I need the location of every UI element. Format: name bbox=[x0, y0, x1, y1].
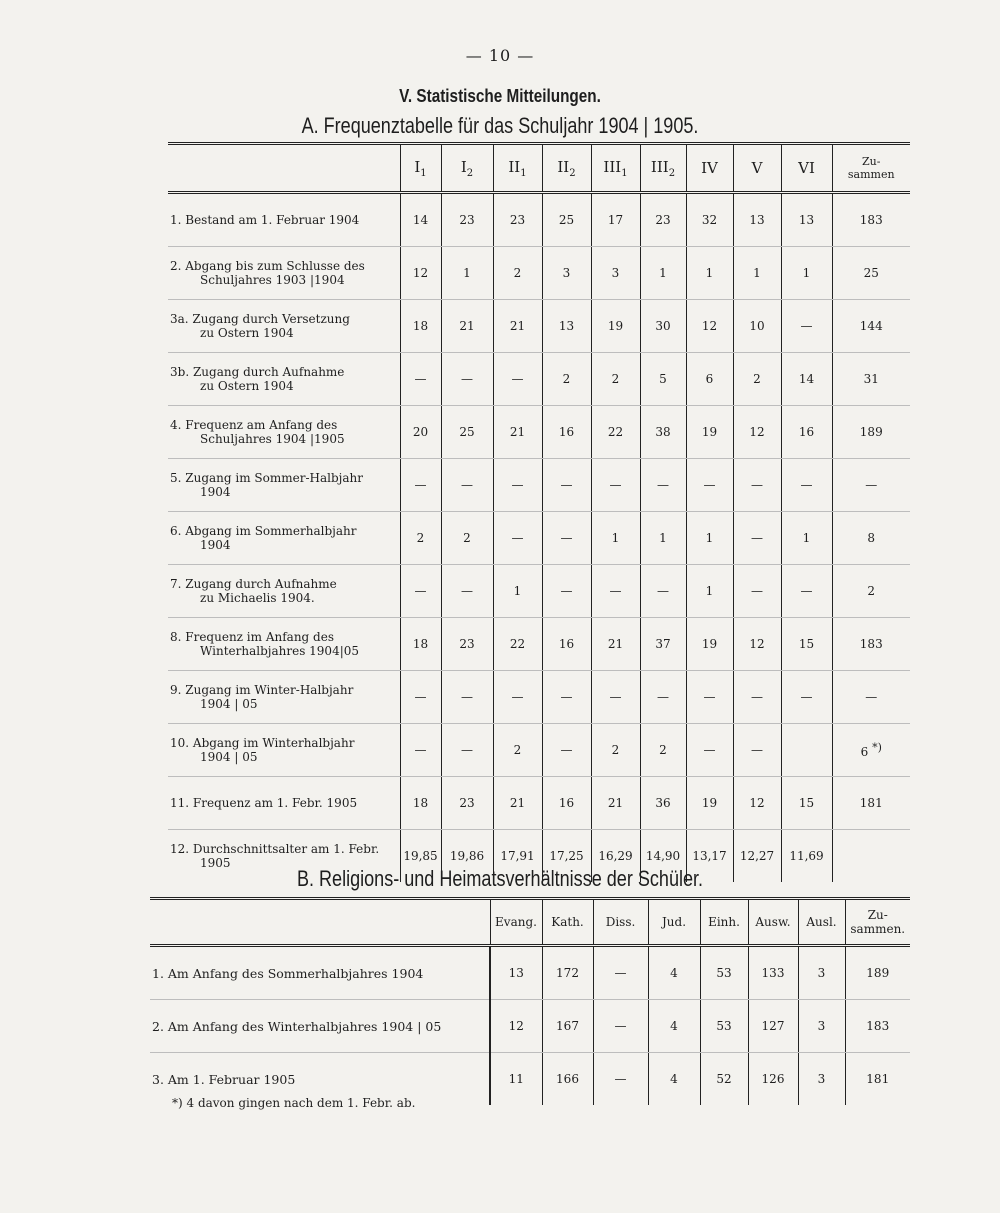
table-cell: — bbox=[493, 512, 542, 565]
table-cell: — bbox=[493, 353, 542, 406]
b-col-header: Ausl. bbox=[798, 899, 845, 946]
table-cell: 5 bbox=[640, 353, 686, 406]
table-cell: 21 bbox=[493, 406, 542, 459]
table-cell: 15 bbox=[781, 777, 832, 830]
table-cell: 12,27 bbox=[733, 830, 781, 883]
table-cell: 144 bbox=[832, 300, 910, 353]
table-cell: 166 bbox=[542, 1053, 593, 1106]
table-cell: 22 bbox=[493, 618, 542, 671]
table-cell: 4 bbox=[648, 946, 700, 1000]
table-cell: 133 bbox=[748, 946, 798, 1000]
table-cell: 18 bbox=[400, 300, 441, 353]
table-cell: 21 bbox=[441, 300, 493, 353]
table-cell: — bbox=[640, 565, 686, 618]
b-col-header: Diss. bbox=[593, 899, 648, 946]
table-cell: 19,85 bbox=[400, 830, 441, 883]
table-cell: 36 bbox=[640, 777, 686, 830]
table-cell: — bbox=[733, 512, 781, 565]
row-label: 8. Frequenz im Anfang des Winterhalbjahres 1904|05 bbox=[168, 618, 400, 671]
a-col-header: $III_2$ bbox=[640, 144, 686, 193]
table-cell: 1 bbox=[733, 247, 781, 300]
table-cell: 14,90 bbox=[640, 830, 686, 883]
table-row bbox=[168, 406, 910, 459]
table-cell: 19 bbox=[591, 300, 640, 353]
table-cell: — bbox=[686, 459, 733, 512]
table-cell: 167 bbox=[542, 1000, 593, 1053]
table-cell: — bbox=[781, 459, 832, 512]
table-cell: 38 bbox=[640, 406, 686, 459]
header-corner bbox=[168, 144, 400, 193]
table-cell: 16 bbox=[542, 777, 591, 830]
table-cell: — bbox=[593, 946, 648, 1000]
table-cell: 1 bbox=[591, 512, 640, 565]
table-cell: 183 bbox=[845, 1000, 910, 1053]
table-cell: 11,69 bbox=[781, 830, 832, 883]
table-cell: 189 bbox=[845, 946, 910, 1000]
table-cell: — bbox=[686, 724, 733, 777]
table-cell: — bbox=[493, 459, 542, 512]
table-cell: 21 bbox=[493, 300, 542, 353]
b-col-header: Evang. bbox=[490, 899, 542, 946]
table-cell: 25 bbox=[441, 406, 493, 459]
table-cell: 1 bbox=[640, 247, 686, 300]
table-row bbox=[168, 193, 910, 247]
table-cell: 18 bbox=[400, 618, 441, 671]
table-cell: 18 bbox=[400, 777, 441, 830]
religion-table bbox=[150, 897, 910, 1105]
row-label: 3a. Zugang durch Versetzung zu Ostern 1904 bbox=[168, 300, 400, 353]
table-row bbox=[168, 671, 910, 724]
page-number: — 10 — bbox=[465, 46, 535, 65]
table-row bbox=[168, 512, 910, 565]
table-cell: 23 bbox=[493, 193, 542, 247]
table-cell: 1 bbox=[640, 512, 686, 565]
row-label: 3b. Zugang durch Aufnahme zu Ostern 1904 bbox=[168, 353, 400, 406]
table-cell: 2 bbox=[493, 724, 542, 777]
table-row bbox=[150, 1000, 910, 1053]
table-cell: 17,25 bbox=[542, 830, 591, 883]
table-cell: 126 bbox=[748, 1053, 798, 1106]
table-cell: 2 bbox=[493, 247, 542, 300]
table-cell: 23 bbox=[640, 193, 686, 247]
table-cell: — bbox=[733, 565, 781, 618]
table-cell: — bbox=[591, 565, 640, 618]
table-b-title: B. Religions- und Heimatsverhältnisse der Schüler. bbox=[296, 866, 704, 891]
table-a-title: A. Frequenztabelle für das Schuljahr 1904 | 1905. bbox=[301, 113, 699, 138]
table-cell: — bbox=[400, 671, 441, 724]
table-cell: 6 bbox=[686, 353, 733, 406]
table-cell: 12 bbox=[400, 247, 441, 300]
table-cell: 25 bbox=[832, 247, 910, 300]
table-cell: — bbox=[441, 724, 493, 777]
table-cell: 21 bbox=[591, 777, 640, 830]
table-cell: 1 bbox=[686, 512, 733, 565]
b-col-header: Einh. bbox=[700, 899, 748, 946]
table-row bbox=[168, 353, 910, 406]
table-cell: 14 bbox=[781, 353, 832, 406]
a-col-header: $I_2$ bbox=[441, 144, 493, 193]
a-col-header: $III_1$ bbox=[591, 144, 640, 193]
table-cell: 14 bbox=[400, 193, 441, 247]
a-col-header: $II_1$ bbox=[493, 144, 542, 193]
table-cell: 16,29 bbox=[591, 830, 640, 883]
table-cell: 2 bbox=[542, 353, 591, 406]
table-cell: 3 bbox=[591, 247, 640, 300]
table-cell: 21 bbox=[493, 777, 542, 830]
row-label: 6. Abgang im Sommerhalbjahr 1904 bbox=[168, 512, 400, 565]
table-cell: 19,86 bbox=[441, 830, 493, 883]
table-cell: 21 bbox=[591, 618, 640, 671]
table-cell: 4 bbox=[648, 1000, 700, 1053]
table-row bbox=[168, 565, 910, 618]
table-row bbox=[168, 459, 910, 512]
table-cell: 2 bbox=[591, 724, 640, 777]
row-label: 1. Am Anfang des Sommerhalbjahres 1904 bbox=[150, 946, 490, 1000]
b-col-header: Ausw. bbox=[748, 899, 798, 946]
table-cell: 1 bbox=[781, 512, 832, 565]
table-cell: 52 bbox=[700, 1053, 748, 1106]
row-label: 12. Durchschnittsalter am 1. Febr. 1905 bbox=[168, 830, 400, 883]
table-cell: 1 bbox=[441, 247, 493, 300]
section-heading-v: V. Statistische Mitteilungen. bbox=[399, 86, 601, 106]
table-cell: 12 bbox=[686, 300, 733, 353]
table-cell: 23 bbox=[441, 777, 493, 830]
table-cell: 2 bbox=[441, 512, 493, 565]
table-cell: 19 bbox=[686, 777, 733, 830]
table-cell: — bbox=[441, 671, 493, 724]
table-cell: 13 bbox=[490, 946, 542, 1000]
table-cell: — bbox=[441, 565, 493, 618]
table-cell: 22 bbox=[591, 406, 640, 459]
table-cell: 16 bbox=[542, 406, 591, 459]
table-cell: — bbox=[781, 300, 832, 353]
table-cell: 172 bbox=[542, 946, 593, 1000]
table-cell: — bbox=[593, 1000, 648, 1053]
table-cell: — bbox=[640, 671, 686, 724]
table-cell: 183 bbox=[832, 618, 910, 671]
table-cell: 13,17 bbox=[686, 830, 733, 883]
table-cell: 6 *) bbox=[832, 724, 910, 777]
table-cell: — bbox=[542, 724, 591, 777]
table-cell: 53 bbox=[700, 946, 748, 1000]
row-label: 11. Frequenz am 1. Febr. 1905 bbox=[168, 777, 400, 830]
table-row bbox=[168, 618, 910, 671]
table-cell: 8 bbox=[832, 512, 910, 565]
table-cell: 23 bbox=[441, 618, 493, 671]
table-row bbox=[168, 247, 910, 300]
table-cell: 2 bbox=[733, 353, 781, 406]
row-label: 5. Zugang im Sommer-Halbjahr 1904 bbox=[168, 459, 400, 512]
table-cell: 12 bbox=[733, 406, 781, 459]
a-col-header: V bbox=[733, 144, 781, 193]
table-cell: 19 bbox=[686, 406, 733, 459]
table-cell: 12 bbox=[733, 618, 781, 671]
table-cell: 31 bbox=[832, 353, 910, 406]
table-cell: 10 bbox=[733, 300, 781, 353]
table-row bbox=[168, 724, 910, 777]
table-row bbox=[150, 946, 910, 1000]
a-col-header: $II_2$ bbox=[542, 144, 591, 193]
table-cell: 23 bbox=[441, 193, 493, 247]
row-label: 7. Zugang durch Aufnahme zu Michaelis 1904. bbox=[168, 565, 400, 618]
table-cell: 16 bbox=[542, 618, 591, 671]
frequency-table bbox=[168, 142, 910, 882]
row-label: 10. Abgang im Winterhalbjahr 1904 | 05 bbox=[168, 724, 400, 777]
table-cell: 1 bbox=[781, 247, 832, 300]
table-cell: 13 bbox=[781, 193, 832, 247]
table-cell bbox=[781, 724, 832, 777]
table-cell: 25 bbox=[542, 193, 591, 247]
table-row bbox=[168, 300, 910, 353]
table-cell: 17 bbox=[591, 193, 640, 247]
table-cell: 181 bbox=[832, 777, 910, 830]
table-cell: — bbox=[542, 512, 591, 565]
table-cell: 1 bbox=[493, 565, 542, 618]
row-label: 2. Abgang bis zum Schlusse des Schuljahres 1903 |1904 bbox=[168, 247, 400, 300]
table-cell: 15 bbox=[781, 618, 832, 671]
table-cell: — bbox=[441, 353, 493, 406]
table-cell: 32 bbox=[686, 193, 733, 247]
table-cell: — bbox=[733, 724, 781, 777]
b-col-header: Kath. bbox=[542, 899, 593, 946]
table-cell: — bbox=[400, 353, 441, 406]
table-cell: 19 bbox=[686, 618, 733, 671]
a-col-header: Zu- sammen bbox=[832, 144, 910, 193]
table-cell: 17,91 bbox=[493, 830, 542, 883]
table-cell: 13 bbox=[733, 193, 781, 247]
table-cell: 3 bbox=[798, 946, 845, 1000]
table-cell: 189 bbox=[832, 406, 910, 459]
table-cell: 12 bbox=[490, 1000, 542, 1053]
table-cell: — bbox=[400, 565, 441, 618]
b-col-header: Zu- sammen. bbox=[845, 899, 910, 946]
table-cell: 2 bbox=[591, 353, 640, 406]
footnote: *) 4 davon gingen nach dem 1. Febr. ab. bbox=[172, 1096, 416, 1110]
table-cell: 4 bbox=[648, 1053, 700, 1106]
table-cell: 3 bbox=[542, 247, 591, 300]
row-label: 2. Am Anfang des Winterhalbjahres 1904 | 05 bbox=[150, 1000, 490, 1053]
table-cell: — bbox=[542, 565, 591, 618]
table-cell: — bbox=[591, 671, 640, 724]
table-cell: — bbox=[640, 459, 686, 512]
table-cell: — bbox=[832, 459, 910, 512]
table-cell: — bbox=[781, 671, 832, 724]
table-cell: — bbox=[686, 671, 733, 724]
table-cell: 183 bbox=[832, 193, 910, 247]
table-cell: 12 bbox=[733, 777, 781, 830]
row-label: 3. Am 1. Februar 1905 bbox=[150, 1053, 490, 1106]
table-cell: 53 bbox=[700, 1000, 748, 1053]
table-cell: — bbox=[441, 459, 493, 512]
table-cell: — bbox=[781, 565, 832, 618]
table-cell: 2 bbox=[640, 724, 686, 777]
table-cell: 1 bbox=[686, 247, 733, 300]
table-cell: — bbox=[832, 671, 910, 724]
b-col-header: Jud. bbox=[648, 899, 700, 946]
table-cell: 127 bbox=[748, 1000, 798, 1053]
a-col-header: VI bbox=[781, 144, 832, 193]
row-label: 9. Zugang im Winter-Halbjahr 1904 | 05 bbox=[168, 671, 400, 724]
table-cell: 16 bbox=[781, 406, 832, 459]
table-cell: — bbox=[400, 459, 441, 512]
table-cell: 2 bbox=[832, 565, 910, 618]
a-col-header: IV bbox=[686, 144, 733, 193]
header-corner bbox=[150, 899, 490, 946]
table-cell: 13 bbox=[542, 300, 591, 353]
table-cell: — bbox=[542, 459, 591, 512]
a-col-header: $I_1$ bbox=[400, 144, 441, 193]
table-cell: 20 bbox=[400, 406, 441, 459]
table-cell: 11 bbox=[490, 1053, 542, 1106]
row-label: 4. Frequenz am Anfang des Schuljahres 1904 |1905 bbox=[168, 406, 400, 459]
table-cell: — bbox=[542, 671, 591, 724]
table-cell: 3 bbox=[798, 1053, 845, 1106]
table-row bbox=[168, 777, 910, 830]
row-label: 1. Bestand am 1. Februar 1904 bbox=[168, 193, 400, 247]
table-cell: 30 bbox=[640, 300, 686, 353]
table-cell: — bbox=[591, 459, 640, 512]
table-cell: 1 bbox=[686, 565, 733, 618]
table-cell: — bbox=[400, 724, 441, 777]
table-cell: — bbox=[593, 1053, 648, 1106]
table-cell: — bbox=[733, 671, 781, 724]
table-cell: — bbox=[493, 671, 542, 724]
table-cell: 37 bbox=[640, 618, 686, 671]
table-cell: 3 bbox=[798, 1000, 845, 1053]
table-cell: 2 bbox=[400, 512, 441, 565]
table-cell: 181 bbox=[845, 1053, 910, 1106]
table-cell: — bbox=[733, 459, 781, 512]
